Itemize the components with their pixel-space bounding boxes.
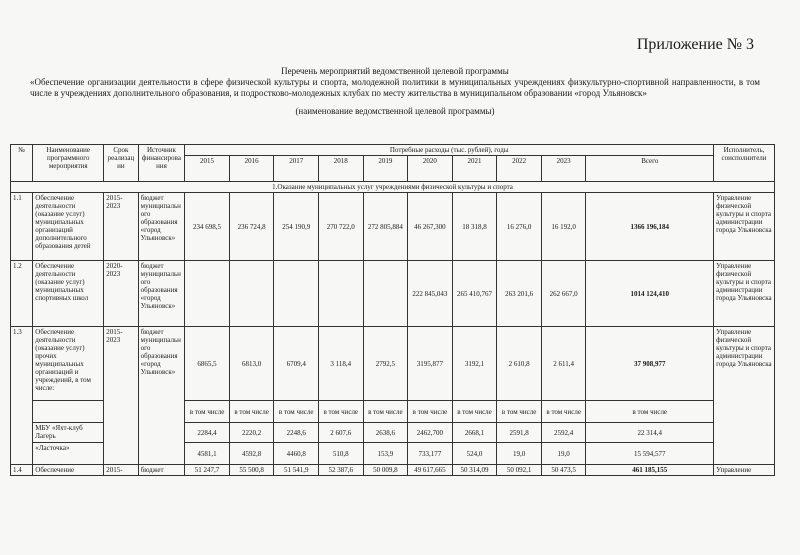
row-value [318, 261, 363, 327]
row-value: 55 500,8 [229, 465, 274, 476]
row-name-empty [33, 401, 104, 423]
row-value [185, 261, 230, 327]
sub-value: 510,8 [318, 443, 363, 465]
header-year: 2019 [363, 156, 408, 182]
row-value: 50 473,5 [541, 465, 586, 476]
table-row [11, 327, 775, 401]
table-row [11, 193, 775, 261]
header-year: 2018 [318, 156, 363, 182]
header-period: Срок реализации [104, 145, 138, 182]
row-name: Обеспечение деятельности (оказание услуг) муниципальных организаций дополнительного образования детей [33, 193, 104, 261]
row-total: 37 908,977 [586, 327, 714, 401]
row-period: 2015-2023 [104, 327, 138, 465]
sub-value: 2 607,6 [318, 423, 363, 443]
row-value: 51 541,9 [274, 465, 319, 476]
sub-value: 2591,8 [497, 423, 542, 443]
row-value: 52 387,6 [318, 465, 363, 476]
row-value: 254 190,9 [274, 193, 319, 261]
sub-value: 2284,4 [185, 423, 230, 443]
row-value: 270 722,0 [318, 193, 363, 261]
sub-value: 2592,4 [541, 423, 586, 443]
incl-label: в том числе [497, 401, 542, 423]
row-value: 272 805,884 [363, 193, 408, 261]
row-value: 2792,5 [363, 327, 408, 401]
row-value: 50 009,8 [363, 465, 408, 476]
row-total: 1366 196,184 [586, 193, 714, 261]
row-value: 50 314,09 [452, 465, 497, 476]
heading-line2: «Обеспечение организации деятельности в сфере физической культуры и спорта, молодежной политики в муниципальных учреждениях физкультурно-спортивной направленности, в том числе в учреждениях дополнительного образования, и подростково-молодежных клубах по месту жительства в муниципальном образовании «город Ульяновск» [30, 77, 760, 98]
incl-label: в том числе [586, 401, 714, 423]
row-value: 3192,1 [452, 327, 497, 401]
header-year: 2021 [452, 156, 497, 182]
row-value: 51 247,7 [185, 465, 230, 476]
header-year: 2022 [497, 156, 542, 182]
row-value: 6813,0 [229, 327, 274, 401]
sub-value: 2220,2 [229, 423, 274, 443]
incl-label: в том числе [229, 401, 274, 423]
sub-value: 153,9 [363, 443, 408, 465]
sub-total: 15 594,577 [586, 443, 714, 465]
row-value: 3195,877 [408, 327, 453, 401]
table-row [11, 465, 775, 476]
row-value: 6709,4 [274, 327, 319, 401]
incl-label: в том числе [185, 401, 230, 423]
sub-name: МБУ «Яхт-клуб Лагерь [33, 423, 104, 443]
row-value: 262 667,0 [541, 261, 586, 327]
header-num: № [11, 145, 33, 182]
heading-subtitle: (наименование ведомственной целевой программы) [295, 106, 495, 116]
sub-value: 733,177 [408, 443, 453, 465]
header-year: 2015 [185, 156, 230, 182]
row-num: 1.2 [11, 261, 33, 327]
row-name: Обеспечение [33, 465, 104, 476]
row-value: 236 724,8 [229, 193, 274, 261]
row-num: 1.1 [11, 193, 33, 261]
row-value: 265 410,767 [452, 261, 497, 327]
row-value: 49 617,665 [408, 465, 453, 476]
incl-label: в том числе [408, 401, 453, 423]
row-value: 16 192,0 [541, 193, 586, 261]
row-executor: Управление физической культуры и спорта администрации города Ульяновска [714, 193, 775, 261]
header-expenses: Потребные расходы (тыс. рублей), годы [185, 145, 714, 156]
header-executor: Исполнитель, соисполнители [714, 145, 775, 182]
row-executor: Управление [714, 465, 775, 476]
row-value: 222 845,043 [408, 261, 453, 327]
row-total: 461 185,155 [586, 465, 714, 476]
row-value: 50 092,1 [497, 465, 542, 476]
header-year: 2016 [229, 156, 274, 182]
table-row [11, 261, 775, 327]
row-value: 46 267,300 [408, 193, 453, 261]
sub-value: 19,0 [497, 443, 542, 465]
row-value [274, 261, 319, 327]
row-value: 3 118,4 [318, 327, 363, 401]
row-value: 234 698,5 [185, 193, 230, 261]
row-period: 2015-2023 [104, 193, 138, 261]
row-value: 6865,5 [185, 327, 230, 401]
row-period: 2015- [104, 465, 138, 476]
sub-value: 524,0 [452, 443, 497, 465]
row-value: 16 276,0 [497, 193, 542, 261]
row-source: бюджет муниципального образования «город Ульяновск» [138, 193, 185, 261]
sub-value: 2638,6 [363, 423, 408, 443]
row-source: бюджет [138, 465, 185, 476]
row-name: Обеспечение деятельности (оказание услуг) прочих муниципальных организаций и учреждений, в том числе: [33, 327, 104, 401]
heading-line1: Перечень мероприятий ведомственной целевой программы [281, 66, 509, 76]
row-source: бюджет муниципального образования «город Ульяновск» [138, 261, 185, 327]
incl-label: в том числе [452, 401, 497, 423]
section-title: 1.Оказание муниципальных услуг учреждениями физической культуры и спорта [11, 182, 775, 193]
header-year: 2020 [408, 156, 453, 182]
row-value: 18 318,8 [452, 193, 497, 261]
incl-label: в том числе [274, 401, 319, 423]
header-source: Источник финансирования [138, 145, 185, 182]
row-executor: Управление физической культуры и спорта администрации города Ульяновска [714, 327, 775, 465]
row-period: 2020-2023 [104, 261, 138, 327]
row-value: 263 201,6 [497, 261, 542, 327]
row-num: 1.3 [11, 327, 33, 465]
incl-label: в том числе [318, 401, 363, 423]
sub-value: 19,0 [541, 443, 586, 465]
header-total: Всего [586, 156, 714, 182]
incl-label: в том числе [363, 401, 408, 423]
sub-value: 4460,8 [274, 443, 319, 465]
header-year: 2017 [274, 156, 319, 182]
row-total: 1014 124,410 [586, 261, 714, 327]
appendix-label: Приложение № 3 [636, 36, 754, 53]
row-value: 2 611,4 [541, 327, 586, 401]
header-year: 2023 [541, 156, 586, 182]
sub-value: 2248,6 [274, 423, 319, 443]
row-name: Обеспечение деятельности (оказание услуг) муниципальных спортивных школ [33, 261, 104, 327]
incl-label: в том числе [541, 401, 586, 423]
sub-value: 2668,1 [452, 423, 497, 443]
sub-total: 22 314,4 [586, 423, 714, 443]
row-value [363, 261, 408, 327]
row-source: бюджет муниципального образования «город Ульяновск» [138, 327, 185, 465]
expenses-table [10, 144, 775, 476]
sub-value: 4581,1 [185, 443, 230, 465]
sub-value: 2462,700 [408, 423, 453, 443]
sub-name: «Ласточка» [33, 443, 104, 465]
row-value: 2 610,8 [497, 327, 542, 401]
header-name: Наименование программного мероприятия [33, 145, 104, 182]
row-executor: Управление физической культуры и спорта администрации города Ульяновска [714, 261, 775, 327]
row-num: 1.4 [11, 465, 33, 476]
row-value [229, 261, 274, 327]
document-heading [30, 66, 760, 117]
sub-value: 4592,8 [229, 443, 274, 465]
